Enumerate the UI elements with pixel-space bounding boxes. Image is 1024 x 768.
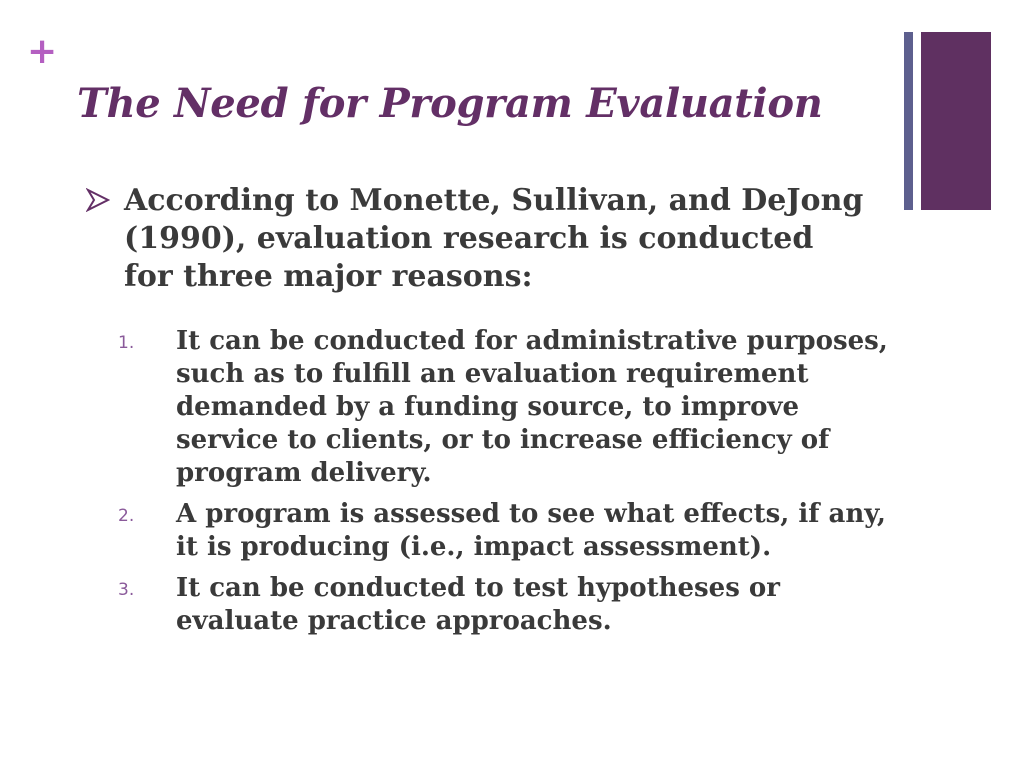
plus-icon: + <box>27 31 58 72</box>
list-item-number: 3. <box>118 580 135 600</box>
list-item-text: A program is assessed to see what effects, if any, it is producing (i.e., impact assessment). <box>176 499 886 562</box>
list-item <box>118 498 898 564</box>
list-item-number: 2. <box>118 506 135 526</box>
list-item <box>118 325 898 490</box>
reasons-list <box>118 325 898 646</box>
list-item-number: 1. <box>118 333 135 353</box>
arrow-bullet-icon <box>86 188 110 212</box>
decorative-bar-thin <box>904 32 913 210</box>
slide-title: The Need for Program Evaluation <box>77 80 823 127</box>
main-bullet <box>86 182 866 296</box>
list-item-text: It can be conducted for administrative purposes, such as to fulfill an evaluation requirement demanded by a funding source, to improve service to clients, or to increase efficiency of program delivery. <box>176 326 888 488</box>
main-bullet-text: According to Monette, Sullivan, and DeJong (1990), evaluation research is conducted for three major reasons: <box>124 183 864 294</box>
decorative-bar-wide <box>921 32 991 210</box>
list-item <box>118 572 898 638</box>
list-item-text: It can be conducted to test hypotheses or evaluate practice approaches. <box>176 573 780 636</box>
